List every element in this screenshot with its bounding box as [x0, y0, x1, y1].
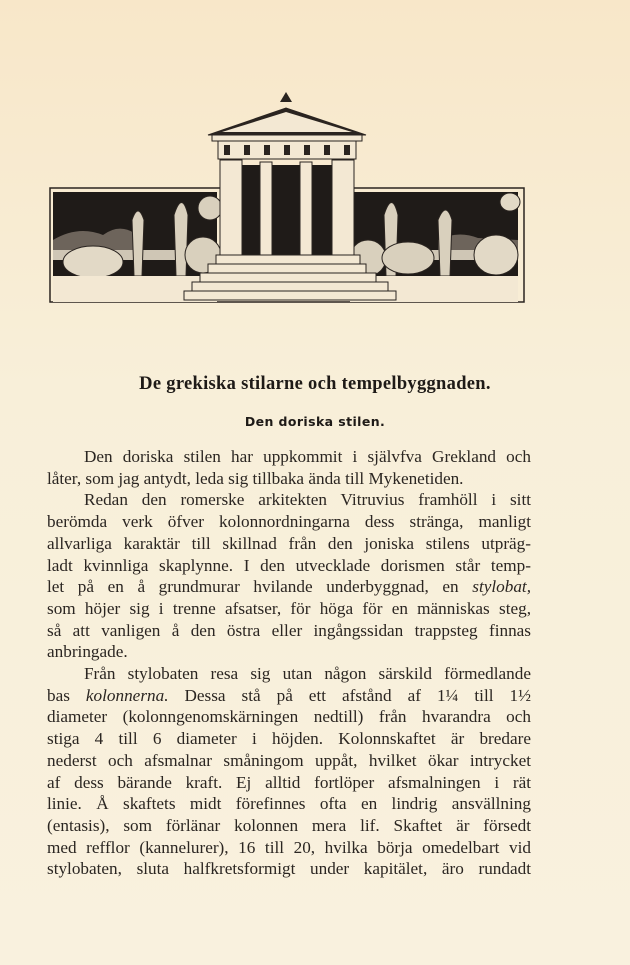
text-line: låter, som jag antydt, leda sig tillbaka ända till Mykenetiden. [47, 468, 464, 488]
text-line: stylobaten, sluta halfkretsformigt under kapitälet, äro rundadt [47, 859, 531, 879]
text-line: Redan den romerske arkitekten Vitruvius framhöll i sitt [84, 490, 531, 510]
section-subtitle: Den doriska stilen. [244, 414, 386, 429]
text-line: allvarliga karaktär till skillnad från den joniska stilens utpräg- [47, 533, 531, 553]
text-line: som höjer sig i trenne afsatser, för höga för en människas steg, [47, 598, 531, 618]
text-line: stiga 4 till 6 diameter i höjden. Kolonnskaftet är bredare [47, 729, 531, 749]
text-line [47, 685, 531, 707]
chapter-title: De grekiska stilarne och tempelbyggnaden. [139, 374, 491, 394]
text-line: linie. Å skaftets midt förefinnes ofta en lindrig ansvällning [47, 794, 531, 814]
italic-term-stylobat: stylobat, [472, 577, 531, 597]
italic-term-kolonnerna: kolonnerna. [85, 685, 169, 705]
text-line: Den doriska stilen har uppkommit i självfva Grekland och [84, 447, 531, 466]
text-line: anbringade. [47, 642, 128, 662]
text-line: af dess bärande kraft. Ej alltid fortlöper afsmalningen i rät [47, 772, 531, 792]
text-line: med refflor (kannelurer), 16 till 20, hvilka börja omedelbart vid [47, 837, 531, 857]
text-line: ladt kvinnliga skaplynne. I den utvecklade dorismen står temp- [47, 555, 531, 575]
body-text [47, 446, 531, 880]
text-line [47, 576, 531, 598]
text-run: Dessa stå på ett afstånd af 1¼ till 1½ [168, 685, 531, 705]
text-run: let på en å grundmurar hvilande underbyggnad, en [47, 577, 473, 597]
text-line: berömda verk öfver kolonnordningarna dess stränga, manligt [47, 512, 531, 532]
text-line: så att vanligen å den östra eller ingångssidan trappsteg finnas [47, 620, 531, 640]
text-line: diameter (kolonngenomskärningen nedtill) från hvarandra och [47, 707, 531, 727]
text-line: Från stylobaten resa sig utan någon särskild förmedlande [84, 664, 531, 684]
text-line: (entasis), som förlänar kolonnen mera lif. Skaftet är försedt [47, 815, 531, 835]
doric-temple-illustration [48, 90, 526, 305]
text-line: nederst och afsmalnar småningom uppåt, hvilket ökar intrycket [47, 750, 531, 770]
text-run: bas [47, 685, 86, 705]
